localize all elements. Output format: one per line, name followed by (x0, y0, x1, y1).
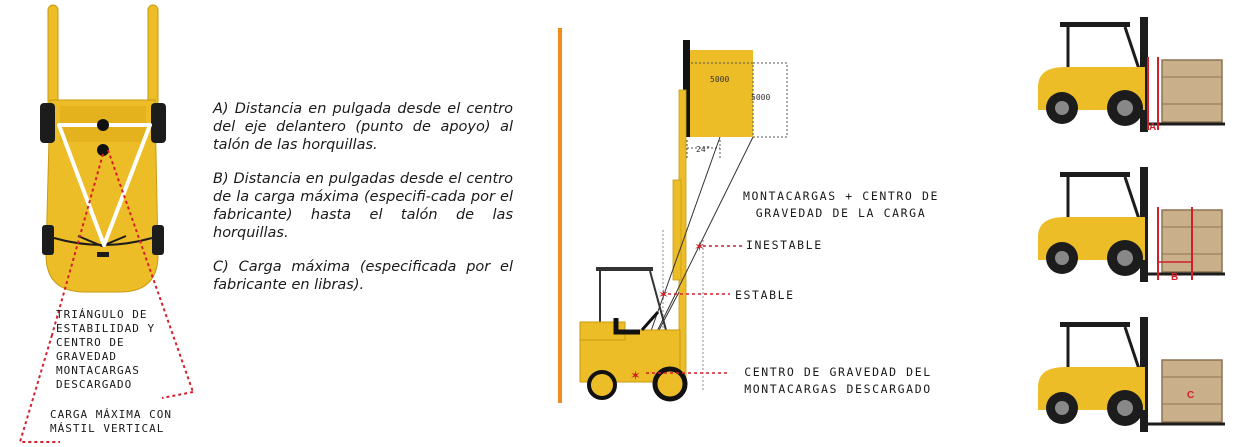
label-combined-line: GRAVEDAD DE LA CARGA (755, 206, 927, 220)
label-stable: ESTABLE (735, 288, 795, 302)
max-load-caption-line: MÁSTIL VERTICAL (50, 422, 165, 435)
thumbnail-letter: B (1171, 272, 1179, 282)
stability-caption-line: TRIÁNGULO DE (56, 308, 148, 321)
load-block (683, 50, 753, 137)
forklift-cab-roof (596, 267, 653, 271)
max-load-caption (50, 408, 172, 436)
rear-left-wheel (42, 225, 54, 255)
forklift-thumbnail-a (1030, 12, 1230, 132)
front-left-wheel (40, 103, 55, 143)
thumbnail-letter: C (1187, 390, 1195, 401)
left-fork (48, 5, 58, 115)
stability-caption (56, 308, 155, 392)
stability-caption-line: MONTACARGAS (56, 364, 140, 377)
max-load-caption-line: CARGA MÁXIMA CON (50, 408, 172, 421)
forklift-thumbnail-b (1030, 162, 1230, 282)
descriptions (213, 100, 513, 310)
load-height-label: 5000 (751, 93, 771, 102)
label-unloaded-line: MONTACARGAS DESCARGADO (744, 382, 932, 396)
label-unloaded-cog (726, 364, 950, 398)
marker-unloaded: ✶ (630, 369, 641, 384)
label-unloaded-line: CENTRO DE GRAVEDAD DEL (744, 365, 932, 379)
marker-unstable: ✶ (694, 240, 705, 255)
orange-divider (558, 28, 562, 403)
distance-label: 24" (696, 145, 711, 154)
right-fork (148, 5, 158, 115)
forklift-thumbnail-c (1030, 312, 1230, 432)
side-rear-wheel (589, 372, 615, 398)
load-weight-label: 5000 (710, 75, 730, 84)
label-combined-cog (731, 188, 951, 222)
marker-stable: ✶ (658, 288, 669, 303)
label-unstable: INESTABLE (746, 238, 823, 252)
description-b: B) Distancia en pulgadas desde el centro de la carga máxima (especifi-cada por el fabricante) hasta el talón de las horquillas. (213, 171, 513, 241)
stability-caption-line: DESCARGADO (56, 378, 133, 391)
thumbnail-letter: A (1149, 122, 1157, 132)
description-c: C) Carga máxima (especificada por el fabricante en libras). (213, 259, 513, 293)
front-right-wheel (151, 103, 166, 143)
stability-caption-line: GRAVEDAD (56, 350, 117, 363)
cog-loaded-dot (97, 119, 109, 131)
stability-caption-line: CENTRO DE (56, 336, 125, 349)
label-combined-line: MONTACARGAS + CENTRO DE (742, 189, 940, 203)
rear-right-wheel (152, 225, 164, 255)
description-a: A) Distancia en pulgada desde el centro del eje delantero (punto de apoyo) al talón de las horquillas. (213, 101, 513, 153)
stability-caption-line: ESTABILIDAD Y (56, 322, 156, 335)
